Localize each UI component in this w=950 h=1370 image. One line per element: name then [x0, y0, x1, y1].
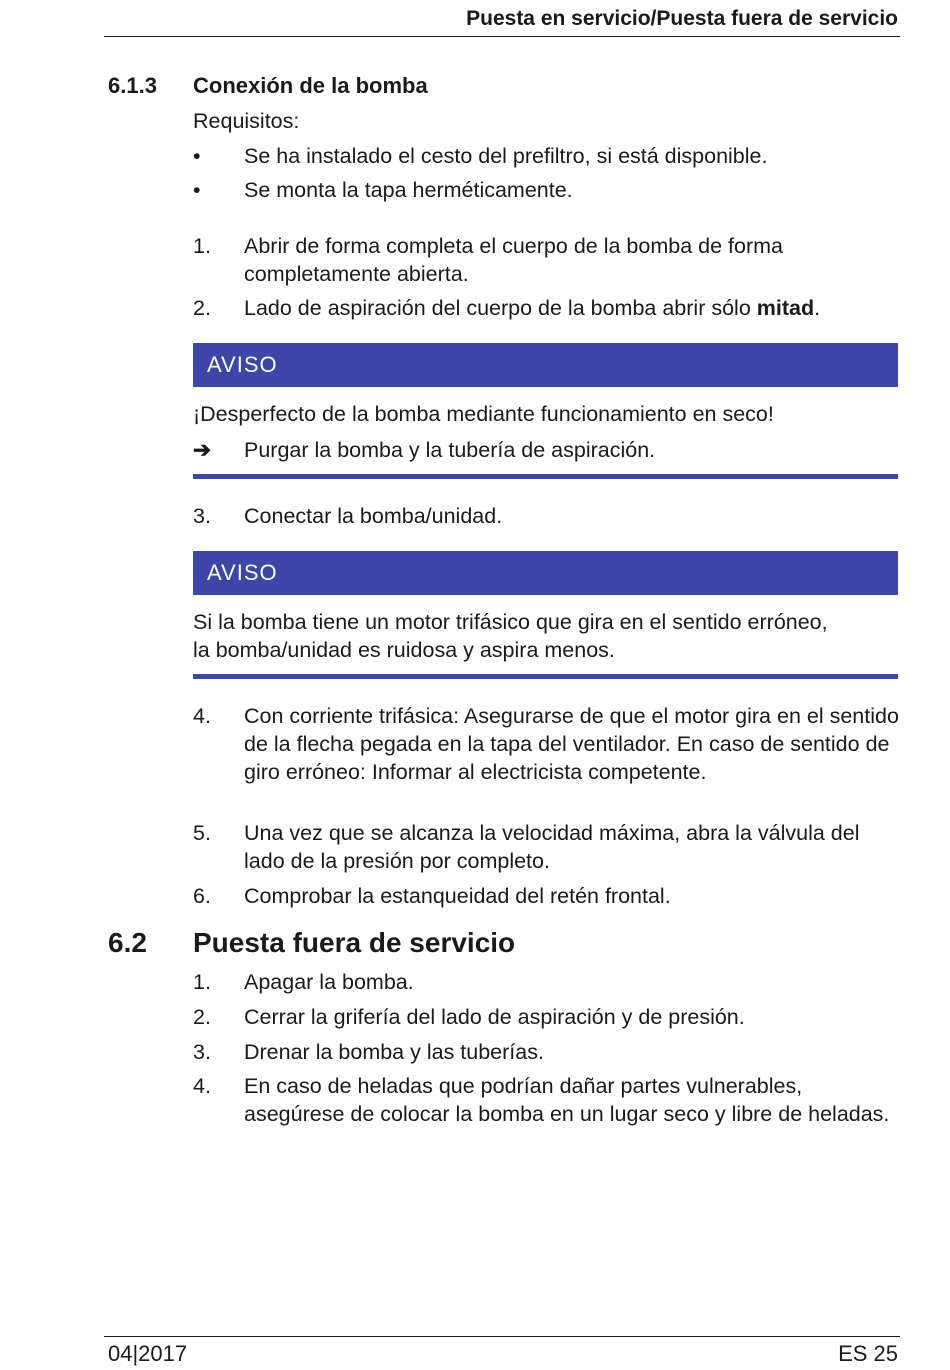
notice-text: Si la bomba tiene un motor trifásico que gira en el sentido erróneo, la bomba/unidad es ruidosa y aspira menos.	[193, 610, 828, 662]
step-text-suffix: .	[814, 296, 821, 320]
notice-text: ¡Desperfecto de la bomba mediante funcionamiento en seco!	[193, 402, 774, 426]
notice-label: AVISO	[207, 352, 278, 377]
step-number: 3.	[193, 1040, 211, 1064]
step-text: Apagar la bomba.	[244, 970, 414, 994]
step-text-main: Lado de aspiración del cuerpo de la bomba abrir sólo	[244, 296, 757, 320]
notice-action: Purgar la bomba y la tubería de aspiración.	[244, 438, 656, 462]
arrow-right-icon: ➔	[193, 438, 212, 462]
step-number: 6.	[193, 884, 211, 908]
step-number: 3.	[193, 504, 211, 528]
footer-divider	[104, 1336, 900, 1337]
footer-date: 04|2017	[108, 1341, 188, 1366]
notice-header-bar	[193, 343, 898, 387]
bullet-icon: •	[193, 144, 201, 168]
step-text: Con corriente trifásica: Asegurarse de que el motor gira en el sentido de la flecha pegada en la tapa del ventilador. En caso de sentido de giro erróneo: Informar al electricista competente.	[244, 704, 899, 784]
step-text: Comprobar la estanqueidad del retén frontal.	[244, 884, 671, 908]
step-number: 1.	[193, 970, 211, 994]
header-divider	[104, 36, 900, 37]
step-number: 4.	[193, 704, 211, 728]
step-number: 1.	[193, 234, 211, 258]
section-number: 6.2	[108, 927, 147, 958]
step-text: Drenar la bomba y las tuberías.	[244, 1040, 544, 1064]
page-number: ES 25	[838, 1341, 898, 1366]
step-number: 4.	[193, 1074, 211, 1098]
step-text: Cerrar la grifería del lado de aspiración y de presión.	[244, 1005, 745, 1029]
requirement-item: Se ha instalado el cesto del prefiltro, si está disponible.	[244, 144, 768, 168]
requirement-item: Se monta la tapa herméticamente.	[244, 178, 573, 202]
notice-header-bar	[193, 551, 898, 595]
section-number: 6.1.3	[108, 73, 157, 98]
bullet-icon: •	[193, 178, 201, 202]
requirements-label: Requisitos:	[193, 109, 300, 133]
step-number: 2.	[193, 296, 211, 320]
step-text-emphasis: mitad	[756, 296, 815, 320]
notice-bottom-rule	[193, 474, 898, 479]
step-text: Conectar la bomba/unidad.	[244, 504, 503, 528]
page-header-title: Puesta en servicio/Puesta fuera de servicio	[466, 7, 898, 30]
step-number: 2.	[193, 1005, 211, 1029]
step-text: En caso de heladas que podrían dañar partes vulnerables, asegúrese de colocar la bomba en un lugar seco y libre de heladas.	[244, 1074, 890, 1126]
step-text: Abrir de forma completa el cuerpo de la bomba de forma completamente abierta.	[244, 234, 783, 286]
notice-label: AVISO	[207, 560, 278, 585]
notice-bottom-rule	[193, 674, 898, 679]
section-title: Puesta fuera de servicio	[193, 927, 516, 958]
section-title: Conexión de la bomba	[193, 73, 428, 98]
step-number: 5.	[193, 821, 211, 845]
step-text: Una vez que se alcanza la velocidad máxima, abra la válvula del lado de la presión por completo.	[244, 821, 860, 873]
step-text	[244, 294, 900, 322]
